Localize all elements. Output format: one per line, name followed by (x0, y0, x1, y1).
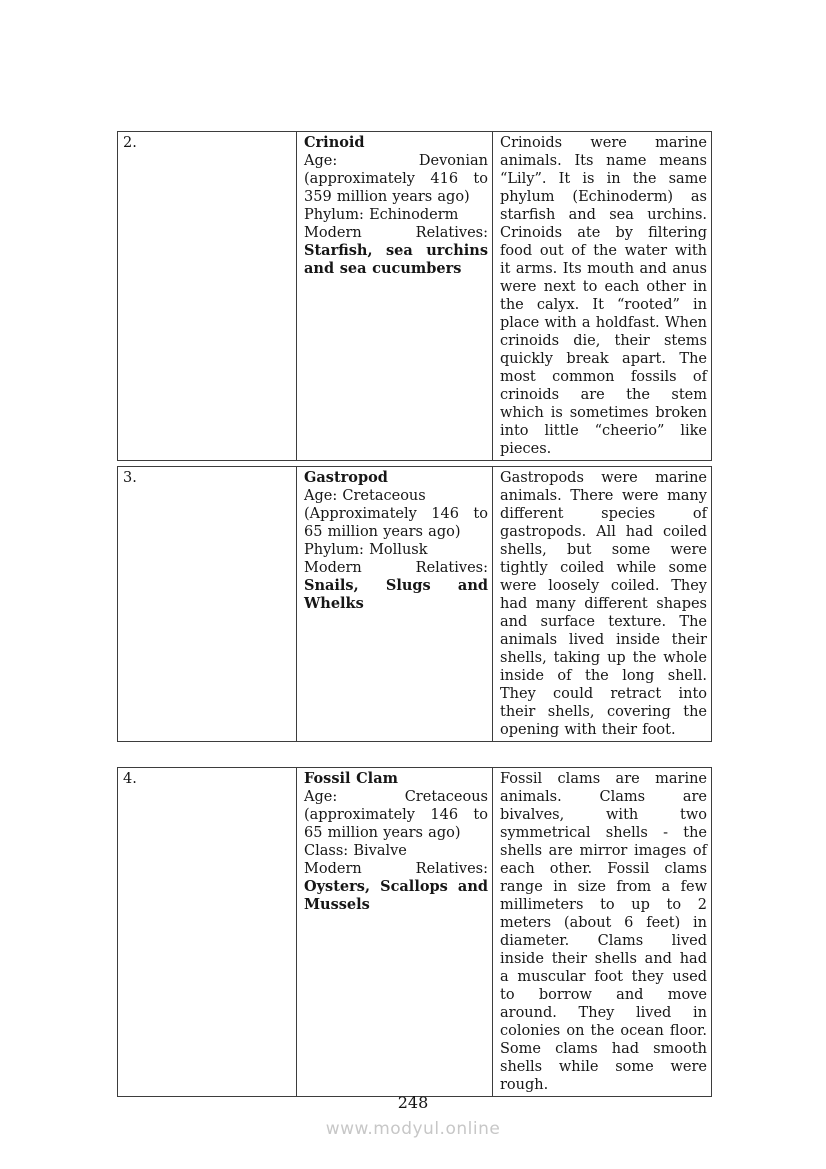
fossil-class: Class: Bivalve (304, 843, 407, 859)
fossil-phylum: Phylum: Mollusk (304, 542, 428, 558)
modern-relatives (304, 559, 488, 613)
fossil-age-range: (Approximately 146 to 65 million years ago) (304, 506, 488, 540)
fossil-name: Crinoid (304, 134, 365, 151)
fossil-table-row-crinoid (117, 131, 712, 461)
fossil-description: Gastropods were marine animals. There were many different species of gastropods. All had coiled shells, but some were tightly coiled while some were loosely coiled. They had many different shapes and surface texture. The animals lived inside their shells, taking up the whole inside of the long shell. They could retract into their shells, covering the opening with their foot. (492, 467, 711, 741)
fossil-description: Crinoids were marine animals. Its name means “Lily”. It is in the same phylum (Echinoderm) as starfish and sea urchins. Crinoids ate by filtering food out of the water with it arms. Its mouth and anus were next to each other in the calyx. It “rooted” in place with a holdfast. When crinoids die, their stems quickly break apart. The most common fossils of crinoids are the stem which is sometimes broken into little “cheerio” like pieces. (492, 132, 711, 460)
fossil-table-row-fossil-clam (117, 767, 712, 1097)
fossil-name: Gastropod (304, 469, 388, 486)
fossil-details-cell (296, 132, 492, 460)
modern-relatives-label: Modern Relatives: (304, 560, 488, 576)
row-number: 3. (123, 470, 137, 486)
fossil-details-cell (296, 768, 492, 1096)
modern-relatives-value: Oysters, Scallops and Mussels (304, 878, 488, 913)
watermark-text: www.modyul.online (325, 1119, 501, 1139)
fossil-age: Age: Cretaceous (approximately 146 to 65 million years ago) (304, 789, 488, 841)
fossil-age: Age: Cretaceous (304, 488, 426, 504)
modern-relatives (304, 860, 488, 914)
modern-relatives (304, 224, 488, 278)
row-number-cell (118, 467, 296, 741)
modern-relatives-label: Modern Relatives: (304, 861, 488, 877)
fossil-table-row-gastropod (117, 466, 712, 742)
modern-relatives-label: Modern Relatives: (304, 225, 488, 241)
row-number: 4. (123, 771, 137, 787)
row-number-cell (118, 768, 296, 1096)
fossil-details-cell (296, 467, 492, 741)
fossil-name: Fossil Clam (304, 770, 398, 787)
row-number: 2. (123, 135, 137, 151)
fossil-description: Fossil clams are marine animals. Clams are bivalves, with two symmetrical shells - the shells are mirror images of each other. Fossil clams range in size from a few millimeters to up to 2 meters (about 6 feet) in diameter. Clams lived inside their shells and had a muscular foot they used to borrow and move around. They lived in colonies on the ocean floor. Some clams had smooth shells while some were rough. (492, 768, 711, 1096)
modern-relatives-value: Starfish, sea urchins and sea cucumbers (304, 242, 488, 277)
fossil-phylum: Phylum: Echinoderm (304, 207, 459, 223)
page-number: 248 (397, 1093, 429, 1112)
fossil-age: Age: Devonian (approximately 416 to 359 million years ago) (304, 153, 488, 205)
row-number-cell (118, 132, 296, 460)
modern-relatives-value: Snails, Slugs and Whelks (304, 577, 488, 612)
